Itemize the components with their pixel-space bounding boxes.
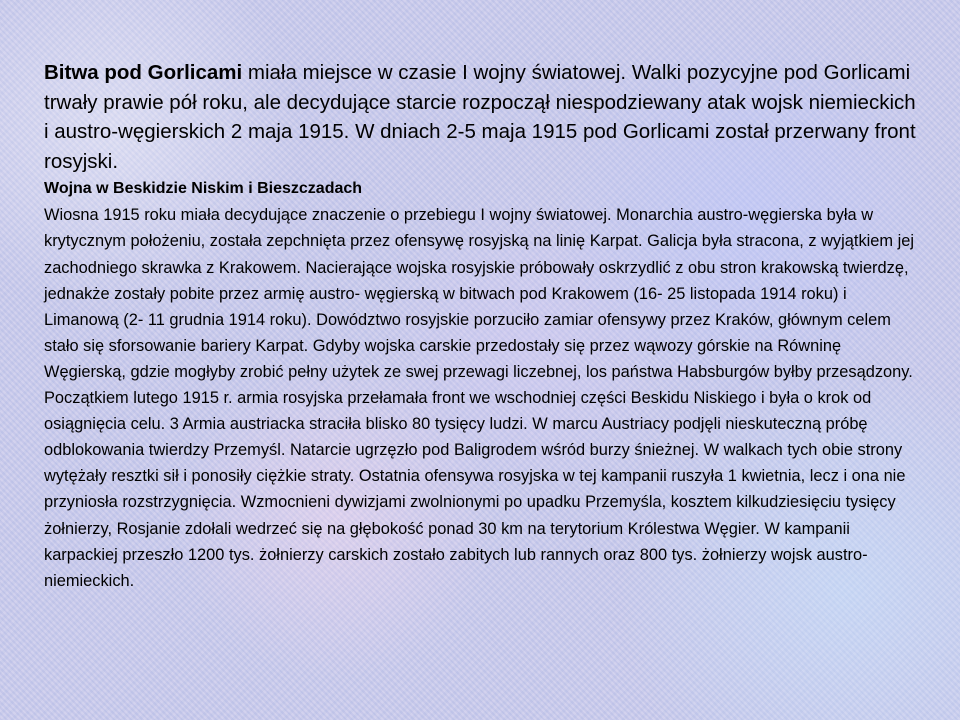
section-body: Wiosna 1915 roku miała decydujące znaczenie o przebiegu I wojny światowej. Monarchia austro-węgierska była w krytycznym położeniu, została zepchnięta przez ofensywę rosyjską na linię Karpat. Galicja była stracona, z wyjątkiem jej zachodniego skrawka z Krakowem. Nacierające wojska rosyjskie próbowały oskrzydlić z obu stron krakowską twierdzę, jednakże zostały pobite przez armię austro- węgierską w bitwach pod Krakowem (16- 25 listopada 1914 roku) i Limanową (2- 11 grudnia 1914 roku). Dowództwo rosyjskie porzuciło zamiar ofensywy przez Kraków, głównym celem stało się sforsowanie bariery Karpat. Gdyby wojska carskie przedostały się przez wąwozy górskie na Równinę Węgierską, gdzie mogłyby zrobić pełny użytek ze swej przewagi liczebnej, los państwa Habsburgów byłby przesądzony. Początkiem lutego 1915 r. armia rosyjska przełamała front we wschodniej części Beskidu Niskiego i była o krok od osiągnięcia celu. 3 Armia austriacka straciła blisko 80 tysięcy ludzi. W marcu Austriacy podjęli nieskuteczną próbę odblokowania twierdzy Przemyśl. Natarcie ugrzęzło pod Baligrodem wśród burzy śnieżnej. W walkach tych obie strony wytężały resztki sił i ponosiły ciężkie straty. Ostatnia ofensywa rosyjska w tej kampanii ruszyła 1 kwietnia, lecz i ona nie przyniosła rozstrzygnięcia. Wzmocnieni dywizjami zwolnionymi po upadku Przemyśla, kosztem kilkudziesięciu tysięcy żołnierzy, Rosjanie zdołali wedrzeć się na głębokość ponad 30 km na terytorium Królestwa Węgier. W kampanii karpackiej przeszło 1200 tys. żołnierzy carskich zostało zabitych lub rannych oraz 800 tys. żołnierzy wojsk austro-niemieckich.: [44, 206, 915, 590]
intro-lead: Bitwa pod Gorlicami: [44, 61, 243, 84]
slide-content: [44, 58, 920, 594]
intro-text: miała miejsce w czasie I wojny światowej. Walki pozycyjne pod Gorlicami trwały prawie pół roku, ale decydujące starcie rozpoczął niespodziewany atak wojsk niemieckich i austro-węgierskich 2 maja 1915. W dniach 2-5 maja 1915 pod Gorlicami został przerwany front rosyjski.: [44, 61, 916, 173]
intro-paragraph: [44, 58, 920, 176]
section-title: Wojna w Beskidzie Niskim i Bieszczadach: [44, 180, 363, 198]
